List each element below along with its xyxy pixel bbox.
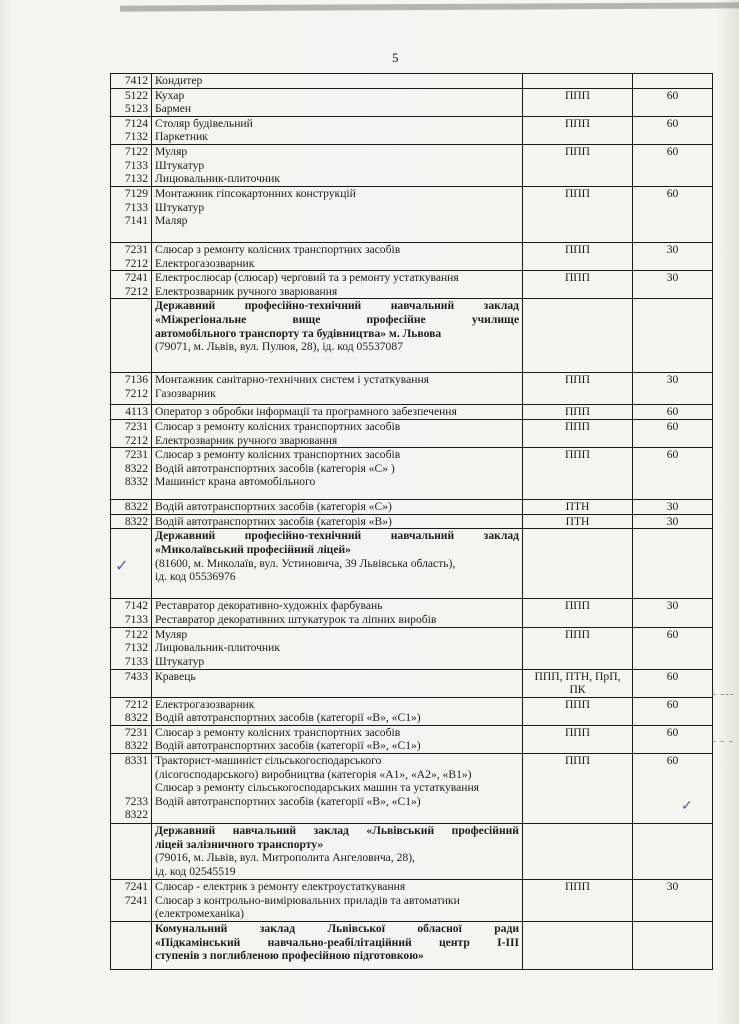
profession-code: 5122 [124, 88, 148, 102]
profession-name: Водій автотранспортних засобів (категорії «В», «С1») [155, 739, 421, 753]
handwritten-check-mark: ✓ [115, 558, 129, 575]
training-term: 60 [666, 186, 679, 200]
institution-title: «Миколаївський професійний ліцей» [155, 542, 351, 556]
training-term: 60 [666, 448, 679, 462]
training-form-cell [523, 514, 633, 529]
training-form-cell [523, 599, 633, 627]
profession-code-cell [111, 186, 152, 242]
profession-name: Кухар [155, 88, 185, 102]
profession-name: Кравець [155, 669, 196, 683]
training-form: ППП [564, 448, 591, 462]
profession-code: 8322 [124, 808, 148, 822]
profession-code: 4113 [125, 405, 148, 419]
training-form: ПТН [565, 514, 590, 528]
profession-code: 7241 [124, 880, 148, 894]
training-form: ППП [564, 88, 591, 102]
profession-name-cell [152, 725, 523, 753]
profession-code [114, 768, 148, 782]
training-form: ППП [564, 186, 591, 200]
institution-title: ліцей залізничного транспорту» [155, 837, 324, 851]
profession-code: 7412 [124, 74, 148, 87]
institution-title: «Підкамінський навчально-реабілітаційний центр I-III [155, 935, 519, 949]
training-form: ППП [564, 725, 591, 739]
profession-code-cell [111, 242, 152, 270]
profession-code: 8322 [124, 461, 148, 475]
profession-name: Столяр будівельний [155, 116, 253, 130]
training-form-cell [523, 271, 633, 299]
institution-address: ід. код 02545519 [155, 864, 236, 878]
training-term: 30 [666, 500, 679, 514]
profession-name: Оператор з обробки інформації та програмного забезпечення [155, 405, 457, 419]
profession-name: Тракторист-машиніст сільськогосподарського [155, 754, 382, 768]
term-cell [633, 754, 713, 824]
profession-name: Слюсар з ремонту колісних транспортних засобів [155, 725, 401, 739]
profession-name: Маляр [155, 214, 188, 228]
profession-name: Електрогазозварник [155, 697, 255, 711]
profession-code: 8331 [124, 754, 148, 768]
profession-code: 7212 [124, 386, 148, 400]
training-form-cell [523, 419, 633, 447]
training-form-cell [523, 529, 633, 599]
training-term: 60 [666, 419, 679, 433]
profession-code: 8322 [124, 739, 148, 753]
profession-code: 7133 [124, 158, 148, 172]
term-cell [633, 529, 713, 599]
profession-name: Муляр [155, 627, 188, 641]
profession-name: Лицювальник-плиточник [155, 172, 280, 186]
training-term: 30 [666, 242, 679, 256]
table-row [111, 144, 713, 186]
profession-name-cell [152, 271, 523, 299]
training-term: 30 [666, 599, 679, 613]
training-term: 60 [666, 144, 679, 158]
profession-name-cell [152, 186, 523, 242]
profession-code-cell [111, 271, 152, 299]
training-form: ППП [564, 405, 591, 419]
handwritten-check-mark: ✓ [681, 799, 693, 814]
institution-row [111, 529, 713, 599]
profession-name: Штукатур [155, 200, 205, 214]
table-row [111, 88, 713, 116]
term-cell [633, 116, 713, 144]
institution-title: автомобільного транспорту та будівництва» м. Львова [155, 326, 442, 340]
profession-code: 7142 [124, 599, 148, 613]
profession-code-cell [111, 419, 152, 447]
training-form-cell [523, 880, 633, 922]
training-term: 60 [666, 754, 679, 768]
training-form-cell [523, 448, 633, 500]
term-cell [633, 271, 713, 299]
table-row [111, 725, 713, 753]
profession-code: 7212 [124, 284, 148, 298]
profession-code-cell [111, 299, 152, 373]
page-number: 5 [392, 50, 399, 65]
table-row [111, 500, 713, 515]
profession-code-cell [111, 725, 152, 753]
training-form: ППП [564, 373, 591, 387]
profession-name-cell [152, 405, 523, 420]
profession-code-cell [111, 627, 152, 669]
profession-name: Водій автотранспортних засобів (категорії «В», «С1») [155, 711, 421, 725]
training-form-cell [523, 74, 633, 89]
profession-code: 7212 [124, 697, 148, 711]
table-row [111, 419, 713, 447]
term-cell [633, 299, 713, 373]
training-form: ППП [564, 271, 591, 285]
training-form: ППП [564, 599, 591, 613]
profession-code-cell [111, 824, 152, 880]
training-form: ППП [564, 144, 591, 158]
profession-name: (електромеханіка) [155, 907, 245, 921]
profession-name: Електрослюсар (слюсар) черговий та з ремонту устаткування [155, 271, 459, 285]
institution-title: ступенів з поглибленою професійною підготовкою» [155, 949, 424, 963]
profession-code-cell [111, 697, 152, 725]
profession-name: Паркетник [155, 130, 208, 144]
profession-name-cell [152, 74, 523, 89]
training-term: 60 [666, 405, 679, 419]
table-row [111, 405, 713, 420]
profession-name: Слюсар з контрольно-вимірювальних приладів та автоматики [155, 893, 460, 907]
profession-name: Електрозварник ручного зварювання [155, 284, 338, 298]
profession-code-cell [111, 373, 152, 405]
profession-code: 7433 [124, 669, 148, 683]
profession-name-cell [152, 242, 523, 270]
profession-code: 7212 [124, 256, 148, 270]
institution-title: Комунальний заклад Львівської обласної ради [155, 922, 519, 936]
profession-name: Штукатур [155, 654, 205, 668]
profession-name: Реставратор декоративних штукатурок та ліпних виробів [155, 612, 437, 626]
term-cell [633, 599, 713, 627]
profession-code: 7231 [124, 242, 148, 256]
training-form-cell [523, 500, 633, 515]
training-term: 60 [666, 627, 679, 641]
profession-code: 7132 [124, 130, 148, 144]
profession-name: Слюсар - електрик з ремонту електроустаткування [155, 880, 406, 894]
profession-code: 7231 [124, 448, 148, 462]
table-row [111, 74, 713, 89]
profession-name-cell [152, 754, 523, 824]
profession-name-cell [152, 419, 523, 447]
profession-name: Водій автотранспортних засобів (категорія «В») [155, 514, 392, 528]
profession-name: Монтажник санітарно-технічних систем і устаткування [155, 373, 430, 387]
profession-name: Лицювальник-плиточник [155, 641, 280, 655]
profession-name: Газозварник [155, 386, 216, 400]
profession-code [114, 781, 148, 795]
term-cell [633, 373, 713, 405]
institution-address: (81600, м. Миколаїв, вул. Устиновича, 39 Львівська область), [155, 556, 456, 570]
profession-code-cell [111, 74, 152, 89]
profession-code-cell [111, 144, 152, 186]
training-form-cell [523, 88, 633, 116]
profession-name: Муляр [155, 144, 188, 158]
training-form: ППП [564, 242, 591, 256]
term-cell [633, 88, 713, 116]
term-cell [633, 922, 713, 970]
profession-name-cell [152, 599, 523, 627]
profession-name-cell [152, 116, 523, 144]
training-term: 30 [666, 880, 679, 894]
training-term: 60 [666, 116, 679, 130]
term-cell [633, 74, 713, 89]
profession-name: Кондитер [155, 74, 203, 87]
training-form-cell [523, 405, 633, 420]
profession-name-cell [152, 697, 523, 725]
institution-title: Державний професійно-технічний навчальний заклад [155, 299, 519, 313]
profession-name-cell [152, 880, 523, 922]
profession-name-cell [152, 144, 523, 186]
profession-code: 7133 [124, 654, 148, 668]
institution-address: ід. код 05536976 [155, 570, 236, 584]
table-row [111, 754, 713, 824]
training-form-cell [523, 144, 633, 186]
profession-code-cell [111, 116, 152, 144]
profession-code-cell [111, 669, 152, 697]
profession-name-cell [152, 669, 523, 697]
term-cell [633, 880, 713, 922]
training-form-cell [523, 725, 633, 753]
table-row [111, 514, 713, 529]
training-form: ПТН [565, 500, 590, 514]
training-form: ППП [564, 116, 591, 130]
institution-title: Державний професійно-технічний навчальний заклад [155, 529, 519, 543]
training-form-cell [523, 922, 633, 970]
profession-code: 7133 [124, 612, 148, 626]
term-cell [633, 824, 713, 880]
term-cell [633, 725, 713, 753]
training-term: 60 [666, 725, 679, 739]
institution-address: (79071, м. Львів, вул. Пулюя, 28), ід. код 05537087 [155, 340, 403, 354]
table-row [111, 599, 713, 627]
term-cell [633, 500, 713, 515]
term-cell [633, 186, 713, 242]
training-term: 60 [666, 88, 679, 102]
institution-cell [152, 922, 523, 970]
table-row [111, 116, 713, 144]
profession-code: 8322 [124, 500, 148, 514]
profession-code: 7122 [124, 627, 148, 641]
profession-code-cell [111, 448, 152, 500]
professions-table [110, 73, 713, 970]
profession-code: 7231 [124, 419, 148, 433]
table-row [111, 880, 713, 922]
profession-name: Слюсар з ремонту колісних транспортних засобів [155, 242, 401, 256]
training-term: 30 [666, 373, 679, 387]
profession-name-cell [152, 88, 523, 116]
table-row [111, 627, 713, 669]
term-cell [633, 669, 713, 697]
profession-code: 7141 [124, 214, 148, 228]
training-form-cell [523, 669, 633, 697]
training-form-cell [523, 242, 633, 270]
term-cell [633, 514, 713, 529]
profession-name: Слюсар з ремонту колісних транспортних засобів [155, 448, 401, 462]
profession-code: 7132 [124, 641, 148, 655]
training-term: 60 [666, 697, 679, 711]
profession-name: (лісогосподарського) виробництва (категорія «А1», «А2», «В1») [155, 767, 472, 781]
profession-name: Водій автотранспортних засобів (категорії «В», «С1») [155, 794, 421, 808]
profession-code-cell [111, 500, 152, 515]
profession-name: Слюсар з ремонту сільськогосподарських машин та устаткування [155, 781, 479, 795]
training-form-cell [523, 824, 633, 880]
profession-code-cell [111, 599, 152, 627]
profession-name: Монтажник гіпсокартонних конструкцій [155, 186, 356, 200]
profession-name-cell [152, 514, 523, 529]
term-cell [633, 627, 713, 669]
pencil-mark: - - - [712, 735, 734, 747]
profession-name: Бармен [155, 102, 192, 116]
table-row [111, 373, 713, 405]
profession-code: 7124 [124, 116, 148, 130]
training-form-cell [523, 299, 633, 373]
profession-name-cell [152, 373, 523, 405]
profession-name: Реставратор декоративно-художніх фарбувань [155, 599, 383, 613]
profession-code: 5123 [124, 102, 148, 116]
table-row [111, 448, 713, 500]
term-cell [633, 419, 713, 447]
profession-code-cell [111, 514, 152, 529]
profession-code: 7241 [124, 271, 148, 285]
profession-name: Машиніст крана автомобільного [155, 475, 316, 489]
table-row [111, 669, 713, 697]
profession-code-cell [111, 754, 152, 824]
profession-code: 7129 [124, 186, 148, 200]
table-row [111, 242, 713, 270]
profession-name: Водій автотранспортних засобів (категорія «С») [155, 500, 392, 514]
training-form: ППП, ПТН, ПрП, ПК [534, 669, 621, 697]
profession-name: Водій автотранспортних засобів (категорія «С» ) [155, 461, 395, 475]
training-form: ППП [564, 419, 591, 433]
institution-row [111, 299, 713, 373]
training-form-cell [523, 754, 633, 824]
profession-code: 7212 [124, 433, 148, 447]
profession-code: 7231 [124, 725, 148, 739]
training-form: ППП [564, 697, 591, 711]
profession-name-cell [152, 448, 523, 500]
profession-code: 8322 [124, 711, 148, 725]
profession-code: 8322 [124, 514, 148, 528]
profession-name-cell [152, 627, 523, 669]
profession-code-cell [111, 88, 152, 116]
term-cell [633, 448, 713, 500]
training-term: 30 [666, 271, 679, 285]
profession-name: Електрозварник ручного зварювання [155, 433, 338, 447]
profession-name: Штукатур [155, 158, 205, 172]
institution-cell [152, 529, 523, 599]
training-term: 60 [666, 669, 679, 683]
profession-code: 8332 [124, 475, 148, 489]
profession-code: 7241 [124, 893, 148, 907]
term-cell [633, 697, 713, 725]
training-term: 30 [666, 514, 679, 528]
table-row [111, 697, 713, 725]
institution-title: «Міжрегіональне вище професійне училище [155, 312, 519, 326]
training-form-cell [523, 116, 633, 144]
pencil-mark: - --- [712, 688, 735, 700]
training-form-cell [523, 373, 633, 405]
institution-row [111, 922, 713, 970]
profession-name-cell [152, 500, 523, 515]
training-form-cell [523, 627, 633, 669]
training-form: ППП [564, 627, 591, 641]
institution-row [111, 824, 713, 880]
profession-code: 7133 [124, 200, 148, 214]
term-cell [633, 405, 713, 420]
training-form-cell [523, 186, 633, 242]
training-form: ППП [564, 880, 591, 894]
institution-cell [152, 824, 523, 880]
profession-code-cell [111, 880, 152, 922]
profession-code: 7136 [124, 373, 148, 387]
professions-table-body [111, 74, 713, 970]
profession-name: Слюсар з ремонту колісних транспортних засобів [155, 419, 401, 433]
table-row [111, 271, 713, 299]
institution-title: Державний навчальний заклад «Львівський професійний [155, 824, 519, 838]
profession-code: 7132 [124, 172, 148, 186]
table-row [111, 186, 713, 242]
term-cell [633, 144, 713, 186]
term-cell [633, 242, 713, 270]
profession-code-cell [111, 922, 152, 970]
training-form-cell [523, 697, 633, 725]
scan-edge-shadow [120, 2, 739, 11]
profession-name: Електрогазозварник [155, 256, 255, 270]
profession-code: 7122 [124, 144, 148, 158]
institution-cell [152, 299, 523, 373]
profession-code-cell [111, 405, 152, 420]
training-form: ППП [564, 754, 591, 768]
profession-code: 7233 [124, 794, 148, 808]
institution-address: (79016, м. Львів, вул. Митрополита Ангеловича, 28), [155, 851, 415, 865]
